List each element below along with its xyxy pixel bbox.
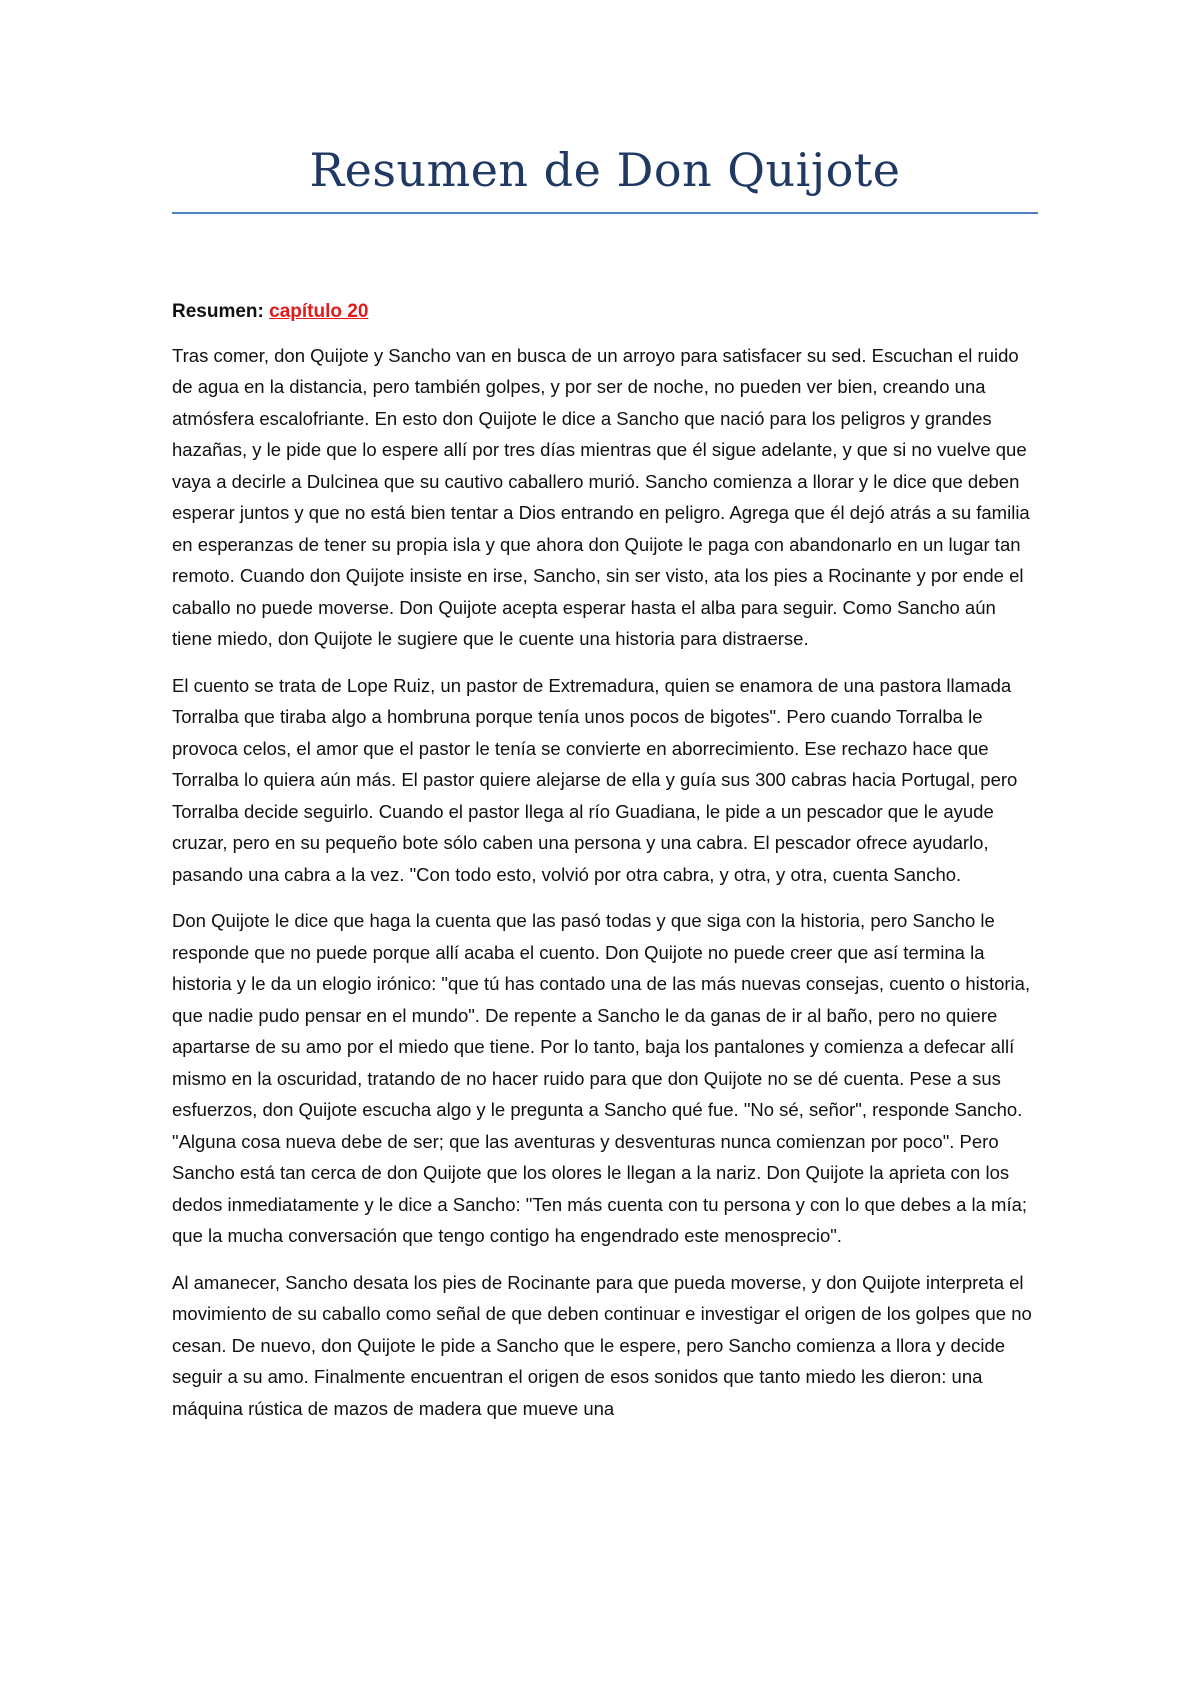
document-body: [172, 296, 1038, 1439]
section-heading: [172, 296, 1038, 328]
paragraph-3: Don Quijote le dice que haga la cuenta que las pasó todas y que siga con la historia, pero Sancho le responde que no puede porque allí acaba el cuento. Don Quijote no puede creer que así termina la historia y le da un elogio irónico: "que tú has contado una de las más nuevas consejas, cuento o historia, que nadie pudo pensar en el mundo". De repente a Sancho le da ganas de ir al baño, pero no quiere apartarse de su amo por el miedo que tiene. Por lo tanto, baja los pantalones y comienza a defecar allí mismo en la oscuridad, tratando de no hacer ruido para que don Quijote no se dé cuenta. Pese a sus esfuerzos, don Quijote escucha algo y le pregunta a Sancho qué fue. "No sé, señor", responde Sancho. "Alguna cosa nueva debe de ser; que las aventuras y desventuras nunca comienzan por poco". Pero Sancho está tan cerca de don Quijote que los olores le llegan a la nariz. Don Quijote la aprieta con los dedos inmediatamente y le dice a Sancho: "Ten más cuenta con tu persona y con lo que debes a la mía; que la mucha conversación que tengo contigo ha engendrado este menosprecio".: [172, 910, 1031, 1246]
chapter-link[interactable]: capítulo 20: [269, 301, 369, 322]
section-heading-label: Resumen:: [172, 301, 264, 322]
title-underline: [172, 212, 1038, 214]
document-title: Resumen de Don Quijote: [309, 143, 901, 197]
paragraph-2: El cuento se trata de Lope Ruiz, un pastor de Extremadura, quien se enamora de una pastora llamada Torralba que tiraba algo a hombruna porque tenía unos pocos de bigotes". Pero cuando Torralba le provoca celos, el amor que el pastor le tenía se convierte en aborrecimiento. Ese rechazo hace que Torralba lo quiera aún más. El pastor quiere alejarse de ella y guía sus 300 cabras hacia Portugal, pero Torralba decide seguirlo. Cuando el pastor llega al río Guadiana, le pide a un pescador que le ayude cruzar, pero en su pequeño bote sólo caben una persona y una cabra. El pescador ofrece ayudarlo, pasando una cabra a la vez. "Con todo esto, volvió por otra cabra, y otra, y otra, cuenta Sancho.: [172, 674, 1018, 885]
paragraph-1: Tras comer, don Quijote y Sancho van en busca de un arroyo para satisfacer su sed. Escuchan el ruido de agua en la distancia, pero también golpes, y por ser de noche, no pueden ver bien, creando una atmósfera escalofriante. En esto don Quijote le dice a Sancho que nació para los peligros y grandes hazañas, y le pide que lo espere allí por tres días mientras que él sigue adelante, y que si no vuelve que vaya a decirle a Dulcinea que su cautivo caballero murió. Sancho comienza a llorar y le dice que deben esperar juntos y que no está bien tentar a Dios entrando en peligro. Agrega que él dejó atrás a su familia en esperanzas de tener su propia isla y que ahora don Quijote le paga con abandonarlo en un lugar tan remoto. Cuando don Quijote insiste en irse, Sancho, sin ser visto, ata los pies a Rocinante y por ende el caballo no puede moverse. Don Quijote acepta esperar hasta el alba para seguir. Como Sancho aún tiene miedo, don Quijote le sugiere que le cuente una historia para distraerse.: [172, 344, 1030, 649]
title-block: [172, 138, 1038, 214]
paragraph-4: Al amanecer, Sancho desata los pies de Rocinante para que pueda moverse, y don Quijote interpreta el movimiento de su caballo como señal de que deben continuar e investigar el origen de los golpes que no cesan. De nuevo, don Quijote le pide a Sancho que le espere, pero Sancho comienza a llora y decide seguir a su amo. Finalmente encuentran el origen de esos sonidos que tanto miedo les dieron: una máquina rústica de mazos de madera que mueve una: [172, 1271, 1032, 1419]
